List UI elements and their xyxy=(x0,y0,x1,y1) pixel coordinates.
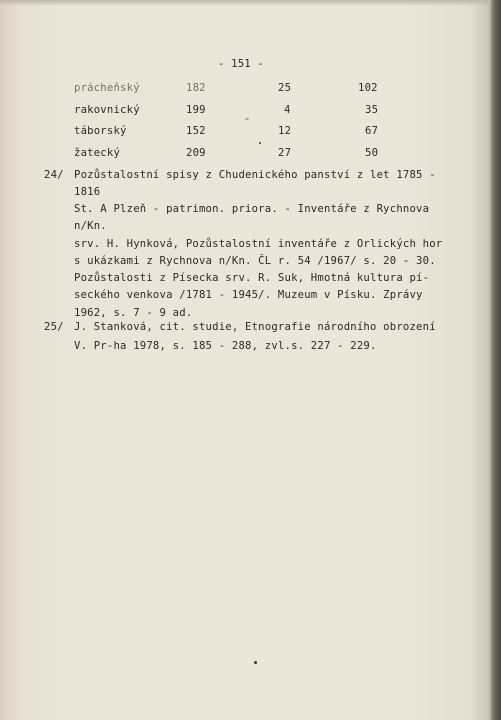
table-cell-name: prácheňský xyxy=(74,82,140,94)
footnote-number: 25/ xyxy=(44,321,64,333)
footnote-line: seckého venkova /1781 - 1945/. Muzeum v Písku. Zprávy xyxy=(74,289,423,301)
ink-dot xyxy=(254,661,257,664)
table-cell-b: 25 xyxy=(278,82,292,94)
footnote-line: St. A Plzeň - patrimon. priora. - Inventáře z Rychnova xyxy=(74,203,430,215)
page-edge xyxy=(491,0,501,720)
footnote-number: 24/ xyxy=(44,169,64,181)
footnote-line: Pozůstalosti z Písecka srv. R. Suk, Hmotná kultura pí- xyxy=(74,272,430,284)
page-number: - 151 - xyxy=(218,58,265,70)
table-cell-a: 152 xyxy=(186,125,206,137)
footnote-line: 1816 xyxy=(74,186,101,198)
table-cell-name: rakovnický xyxy=(74,104,140,116)
table-cell-name: žatecký xyxy=(74,147,121,159)
table-cell-c: 35 xyxy=(365,104,379,116)
footnote-line: srv. H. Hynková, Pozůstalostní inventáře z Orlických hor xyxy=(74,238,443,250)
table-cell-b: 27 xyxy=(278,147,292,159)
footnote-line: n/Kn. xyxy=(74,220,107,232)
table-cell-c: 50 xyxy=(365,147,379,159)
table-cell-b: 12 xyxy=(278,125,292,137)
ink-dot xyxy=(259,142,261,144)
table-cell-a: 209 xyxy=(186,147,206,159)
footnote-line: Pozůstalostní spisy z Chudenického panství z let 1785 - xyxy=(74,169,436,181)
footnote-line: J. Stanková, cit. studie, Etnografie národního obrození xyxy=(74,321,436,333)
table-cell-name: táborský xyxy=(74,125,127,137)
footnote-line: s ukázkami z Rychnova n/Kn. ČL r. 54 /1967/ s. 20 - 30. xyxy=(74,255,436,267)
table-cell-b: 4 xyxy=(284,104,291,116)
table-cell-c: 67 xyxy=(365,125,379,137)
page-top-shadow xyxy=(0,0,501,6)
ink-smudge xyxy=(245,118,249,120)
footnote-line: V. Pr-ha 1978, s. 185 - 288, zvl.s. 227 - 229. xyxy=(74,340,377,352)
table-cell-c: 102 xyxy=(358,82,378,94)
footnote-line: 1962, s. 7 - 9 ad. xyxy=(74,307,193,319)
table-cell-a: 199 xyxy=(186,104,206,116)
table-cell-a: 182 xyxy=(186,82,206,94)
